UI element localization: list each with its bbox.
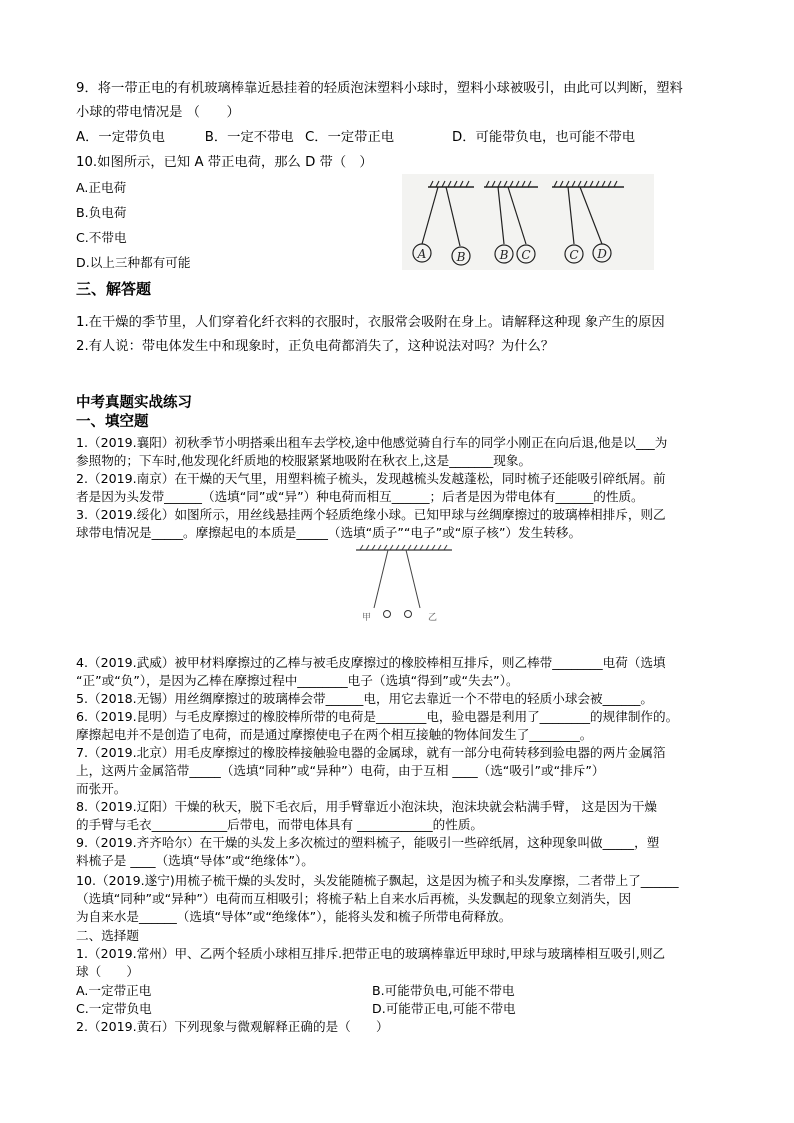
- choice-q1-line2: 球（ ）: [76, 964, 139, 979]
- fig10-label-c1: C: [521, 248, 531, 262]
- q9-stem-line1: 9．将一带正电的有机玻璃棒靠近悬挂着的轻质泡沫塑料小球时，塑料小球被吸引，由此可以判断，塑料: [76, 81, 683, 96]
- fill-line: 5.（2018.无锡）用丝绸摩擦过的玻璃棒会带______电，用它去靠近一个不带电的轻质小球会被______。: [76, 691, 654, 706]
- fig3-label-yi: 乙: [428, 613, 438, 623]
- q9-options-ab: A．一定带负电 B．一定不带电: [76, 130, 294, 145]
- fig3-label-jia: 甲: [362, 613, 372, 623]
- fill-line: 8.（2019.辽阳）干燥的秋天，脱下毛衣后，用手臂靠近小泡沫块，泡沫块就会粘满手臂， 这是因为干燥: [76, 799, 658, 814]
- q10-option-d: D.以上三种都有可能: [76, 255, 191, 270]
- q9-option-c: C．一定带正电: [305, 130, 395, 145]
- fill-line: “正”或“负”），是因为乙棒在摩擦过程中________电子（选填“得到”或“失去”）。: [76, 673, 519, 688]
- fill-line: 上，这两片金属箔带_____（选填“同种”或“异种”）电荷，由于互相 ____（选“吸引”或“排斥”）: [76, 763, 605, 778]
- fill-line: （选填“同种”或“异种”）电荷而互相吸引；将梳子粘上自来水后再梳，头发飘起的现象立刻消失，因: [76, 891, 632, 906]
- choice-q1-line1: 1.（2019.常州）甲、乙两个轻质小球相互排斥.把带正电的玻璃棒靠近甲球时,甲球与玻璃棒相互吸引,则乙: [76, 946, 666, 961]
- part2-title: 中考真题实战练习: [76, 395, 192, 411]
- choice-q1-option-d: D.可能带正电,可能不带电: [372, 1001, 516, 1016]
- fill-line: 者是因为头发带______（选填“同”或“异”）种电荷而相互______；后者是因为带电体有______的性质。: [76, 489, 644, 504]
- q10-option-a: A.正电荷: [76, 180, 127, 195]
- q10-option-b: B.负电荷: [76, 205, 127, 220]
- fig10-label-b1: B: [456, 250, 466, 264]
- fill-heading: 一、填空题: [76, 414, 149, 430]
- q10-stem: 10.如图所示，已知 A 带正电荷，那么 D 带（ ）: [76, 155, 373, 170]
- choice-q2-stem: 2.（2019.黄石）下列现象与微观解释正确的是（ ）: [76, 1019, 389, 1034]
- section-answer-heading: 三、解答题: [76, 280, 152, 298]
- q10-option-c: C.不带电: [76, 230, 127, 245]
- fill-line: 9.（2019.齐齐哈尔）在干燥的头发上多次梳过的塑料梳子，能吸引一些碎纸屑，这种现象叫做_____，塑: [76, 835, 660, 850]
- choice-heading: 二、选择题: [76, 928, 139, 943]
- fig10-label-a: A: [417, 247, 427, 261]
- fill-line: 1.（2019.襄阳）初秋季节小明搭乘出租车去学校,途中他感觉骑自行车的同学小刚正在向后退,他是以___为: [76, 435, 668, 450]
- fig10-label-c2: C: [569, 248, 579, 262]
- fill-line: 6.（2019.昆明）与毛皮摩擦过的橡胶棒所带的电荷是________电，验电器是利用了________的规律制作的。: [76, 709, 679, 724]
- fill-line: 10.（2019.遂宁)用梳子梳干燥的头发时，头发能随梳子飘起，这是因为梳子和头发摩擦，二者带上了______: [76, 873, 679, 888]
- fill-line: 而张开。: [76, 781, 127, 796]
- fill-line: 2.（2019.南京）在干燥的天气里，用塑料梳子梳头，发现越梳头发越蓬松，同时梳子还能吸引碎纸屑。前: [76, 471, 666, 486]
- fill-line: 摩擦起电并不是创造了电荷，而是通过摩擦使电子在两个相互接触的物体间发生了________。: [76, 727, 593, 742]
- q9-option-d: D．可能带负电，也可能不带电: [452, 130, 636, 145]
- fill-line: 7.（2019.北京）用毛皮摩擦过的橡胶棒接触验电器的金属球，就有一部分电荷转移到验电器的两片金属箔: [76, 745, 666, 760]
- choice-q1-option-c: C.一定带负电: [76, 1001, 152, 1016]
- q10-pendulum-figure: [402, 174, 654, 270]
- fill-line: 3.（2019.绥化）如图所示，用丝线悬挂两个轻质绝缘小球。已知甲球与丝绸摩擦过的玻璃棒相排斥，则乙: [76, 507, 666, 522]
- answer-question-2: 2.有人说：带电体发生中和现象时，正负电荷都消失了，这种说法对吗？为什么？: [76, 339, 555, 354]
- answer-question-1: 1.在干燥的季节里，人们穿着化纤衣料的衣服时，衣服常会吸附在身上。请解释这种现 象产生的原因: [76, 315, 665, 330]
- fill-line: 参照物的；下车时,他发现化纤质地的校服紧紧地吸附在秋衣上,这是_______现象。: [76, 453, 532, 468]
- q3-hanging-balls-figure: [348, 544, 458, 636]
- fig10-label-d: D: [597, 247, 607, 261]
- choice-q1-option-b: B.可能带负电,可能不带电: [372, 983, 515, 998]
- fill-line: 的手臂与毛衣____________后带电，而带电体具有 ____________的性质。: [76, 817, 484, 832]
- fill-line: 4.（2019.武威）被甲材料摩擦过的乙棒与被毛皮摩擦过的橡胶棒相互排斥，则乙棒带________电荷（选填: [76, 655, 666, 670]
- q9-stem-line2: 小球的带电情况是 （ ）: [76, 105, 240, 120]
- fill-line: 料梳子是 ____（选填“导体”或“绝缘体”）。: [76, 853, 314, 868]
- choice-q1-option-a: A.一定带正电: [76, 983, 152, 998]
- fig10-label-b2: B: [499, 248, 509, 262]
- fill-line: 球带电情况是_____。摩擦起电的本质是_____（选填“质子”“电子”或“原子核”）发生转移。: [76, 525, 582, 540]
- fill-line: 为自来水是______（选填“导体”或“绝缘体”），能将头发和梳子所带电荷释放。: [76, 909, 512, 924]
